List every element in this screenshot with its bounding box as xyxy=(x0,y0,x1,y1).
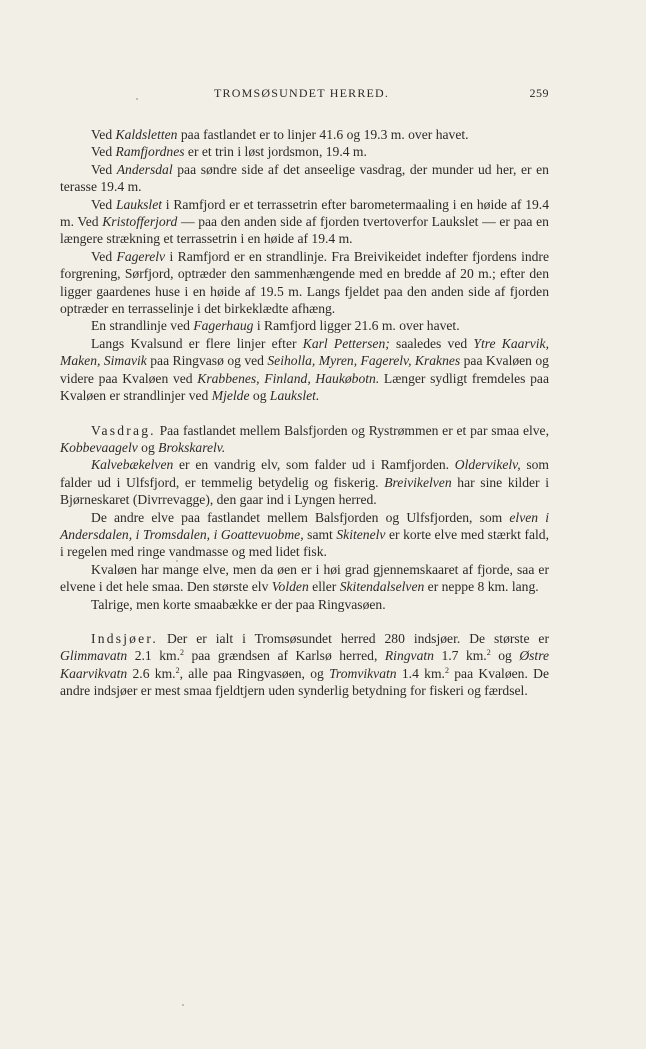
paragraph xyxy=(60,596,549,613)
body-text xyxy=(60,126,549,700)
italic-name: Laukslet. xyxy=(269,388,320,404)
italic-name: Karl Pettersen; xyxy=(302,335,390,351)
italic-name: Kristofferjord xyxy=(102,214,178,230)
text-run: og xyxy=(137,439,159,455)
text-run: Længer sydligt fremdeles paa Kvaløen er strandlinjer ved xyxy=(60,370,549,404)
text-run: paa grændsen af Karlsø herred, xyxy=(183,648,385,664)
text-run: Ved xyxy=(91,144,116,160)
paragraph xyxy=(60,456,549,508)
paragraph xyxy=(60,143,549,160)
paragraph xyxy=(60,161,549,196)
italic-name: Laukslet xyxy=(115,196,163,212)
text-run: er neppe 8 km. lang. xyxy=(424,579,539,595)
italic-name: Oldervikelv, xyxy=(454,457,521,473)
paragraph xyxy=(60,509,549,561)
text-run: og xyxy=(249,388,270,404)
paragraph xyxy=(60,196,549,248)
section-heading: Indsjøer. xyxy=(91,630,158,646)
text-run: Langs Kvalsund er flere linjer efter xyxy=(91,335,303,351)
text-run: 2.1 km. xyxy=(127,648,180,664)
italic-name: Breivikelven xyxy=(384,474,452,490)
text-run: og xyxy=(490,648,520,664)
italic-name: Mjelde xyxy=(211,388,250,404)
text-run: samt xyxy=(303,526,337,542)
text-run: saaledes ved xyxy=(389,335,474,351)
text-run: i Ramfjord er en strandlinje. Fra Breivikeidet indefter fjordens indre forgrening, Sørfjord, optræder den sammenhængende med en bredde af 20 m.; efter den ligger gaardenes huse i en høide af 19.5 m. Langs fjeldet paa den anden side af fjorden optræder en terrasselinje i det birkeklædte afhæng. xyxy=(60,248,549,317)
superscript: 2 xyxy=(444,665,449,675)
text-run: Ved xyxy=(91,196,116,212)
italic-name: Fagerhaug xyxy=(193,318,254,334)
italic-name: Ringvatn xyxy=(384,648,434,664)
text-run: Ved xyxy=(91,248,117,264)
superscript: 2 xyxy=(179,648,184,658)
text-run: Ved xyxy=(91,161,117,177)
paragraph xyxy=(60,335,549,405)
text-run: har sine kilder i Bjørneskaret (Divrrevagge), den gaar ind i Lyngen herred. xyxy=(60,474,549,508)
text-run: 1.4 km. xyxy=(396,665,445,681)
italic-name: Østre Kaarvikvatn xyxy=(60,648,550,681)
italic-name: Skitendalselven xyxy=(339,579,425,595)
paragraph xyxy=(60,248,549,318)
text-run: i Ramfjord ligger 21.6 m. over havet. xyxy=(253,318,460,334)
paragraph xyxy=(60,561,549,596)
superscript: 2 xyxy=(486,648,491,658)
italic-name: Skitenelv xyxy=(336,526,386,542)
text-run: 2.6 km. xyxy=(127,665,176,681)
text-run: De andre elve paa fastlandet mellem Balsfjorden og Ulfsfjorden, som xyxy=(91,509,510,525)
text-run: Paa fastlandet mellem Balsfjorden og Rystrømmen er et par smaa elve, xyxy=(155,422,549,438)
text-run: paa Ringvasø og ved xyxy=(146,353,268,369)
section-heading: Vasdrag. xyxy=(91,422,156,438)
text-run: — paa den anden side af fjorden tvertoverfor Laukslet — er paa en længere strækning et terrassetrin i en høide af 19.4 m. xyxy=(60,214,549,247)
text-run: En strandlinje ved xyxy=(91,318,194,334)
text-run: paa fastlandet er to linjer 41.6 og 19.3 m. over havet. xyxy=(177,127,469,142)
superscript: 2 xyxy=(175,665,180,675)
text-run: paa Kvaløen og videre paa Kvaløen ved xyxy=(60,353,549,386)
italic-name: Fagerelv xyxy=(116,248,166,264)
text-run: paa Kvaløen. De andre indsjøer er mest smaa fjeldtjern uden synderlig betydning for fiskeri og færdsel. xyxy=(60,665,549,699)
page-number: 259 xyxy=(529,86,549,100)
text-run: 1.7 km. xyxy=(433,648,487,664)
page xyxy=(60,86,549,700)
italic-name: Brokskarelv. xyxy=(158,439,226,455)
text-run: er en vandrig elv, som falder ud i Ramfjorden. xyxy=(173,457,455,473)
italic-name: Tromvikvatn xyxy=(329,665,397,681)
italic-name: Kalvebækelven xyxy=(91,457,174,473)
header-title: TROMSØSUNDET HERRED. xyxy=(214,86,390,100)
text-run: , alle paa Ringvasøen, og xyxy=(179,665,330,681)
text-run: er et trin i løst jordsmon, 19.4 m. xyxy=(184,144,367,160)
text-run: er korte elve med stærkt fald, i regelen med ringe vandmasse og med lidet fisk. xyxy=(60,526,549,560)
italic-name: Ramfjordnes xyxy=(115,144,185,160)
italic-name: Seiholla, Myren, Fagerelv, Kraknes xyxy=(267,353,461,369)
italic-name: Andersdal xyxy=(116,161,173,177)
paragraph xyxy=(60,422,549,457)
text-run: Kvaløen har mange elve, men da øen er i høi grad gjennemskaaret af fjorde, saa er elvene i det hele smaa. Den største elv xyxy=(60,561,549,595)
speck xyxy=(182,1004,184,1006)
paragraph xyxy=(60,630,549,700)
text-run: i Ramfjord er et terrassetrin efter barometermaaling i en høide af 19.4 m. Ved xyxy=(60,196,550,230)
paragraph xyxy=(60,126,549,143)
text-run: Ved xyxy=(91,127,116,142)
italic-name: Kaldsletten xyxy=(115,127,178,142)
italic-name: Glimmavatn xyxy=(60,648,128,664)
italic-name: Ytre Kaarvik, Maken, Simavik xyxy=(60,335,549,369)
italic-name: elven i Andersdalen, i Tromsdalen, i Goattevuobme, xyxy=(60,509,549,542)
italic-name: Kobbevaagelv xyxy=(60,439,138,455)
text-run: eller xyxy=(308,579,340,595)
running-header xyxy=(60,86,549,106)
italic-name: Krabbenes, Finland, Haukøbotn. xyxy=(197,370,380,386)
italic-name: Volden xyxy=(271,579,309,595)
text-run: paa søndre side af det anseelige vasdrag, der munder ud her, er en terasse 19.4 m. xyxy=(60,161,549,195)
text-run: som falder ud i Ulfsfjord, er temmelig betydelig og fiskerig. xyxy=(60,457,549,490)
text-run: Talrige, men korte smaabække er der paa Ringvasøen. xyxy=(91,596,386,612)
paragraph xyxy=(60,317,549,334)
text-run: Der er ialt i Tromsøsundet herred 280 indsjøer. De største er xyxy=(158,630,549,646)
